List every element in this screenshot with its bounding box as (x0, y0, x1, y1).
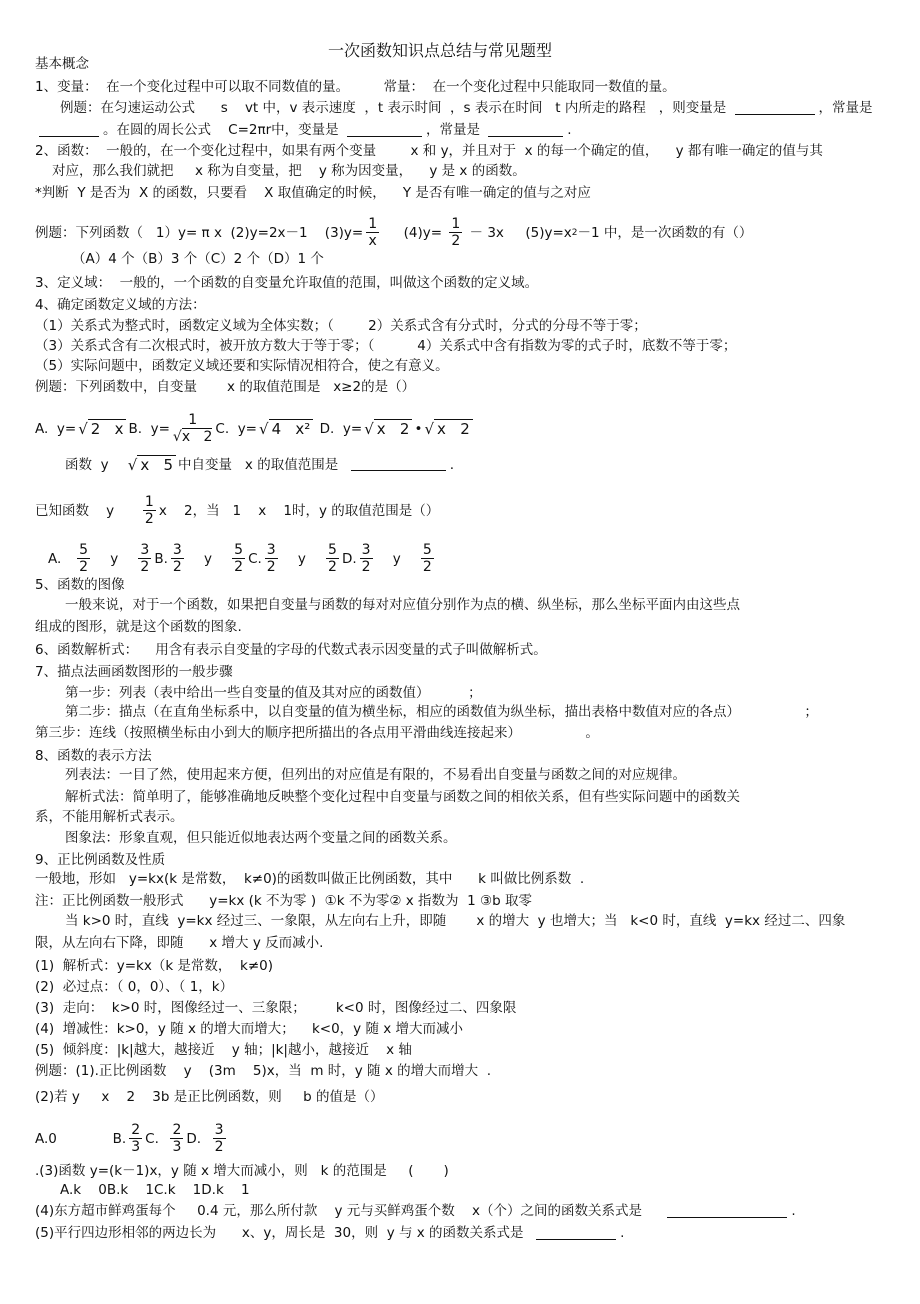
radical-sign: √ (127, 456, 138, 474)
radicand: 4 x² (269, 419, 314, 438)
text-line: 3、定义域： 一般的，一个函数的自变量允许取值的范围，叫做这个函数的定义域。 (35, 275, 539, 291)
text-line: 8、函数的表示方法 (35, 748, 152, 764)
text-run: x 2，当 1 x 1时，y 的取值范围是（） (158, 502, 440, 519)
fraction (171, 542, 184, 575)
radicand: x 5 (137, 455, 176, 474)
text-line: (3) 走向： k>0 时，图像经过一、三象限； k<0 时，图像经过二、四象限 (35, 1000, 517, 1016)
fraction (265, 542, 278, 575)
text-run: A. y= (35, 420, 77, 437)
fraction (213, 1122, 226, 1155)
text-line: 基本概念 (35, 56, 89, 72)
text-line: 7、描点法画函数图形的一般步骤 (35, 664, 233, 680)
text-run: y (93, 550, 136, 567)
square-root (128, 455, 176, 474)
radicand: x 2 (374, 419, 413, 438)
square-root (424, 419, 472, 438)
text-run: A.0 B. (35, 1130, 127, 1147)
text-line: 4、确定函数定义域的方法： (35, 297, 206, 313)
denominator: 2 (266, 559, 276, 575)
text-line: 解析式法：简单明了，能够准确地反映整个变化过程中自变量与函数之间的相依关系，但有些实际问题中的函数关 (65, 789, 740, 805)
text-line: 列表法：一目了然，使用起来方便，但列出的对应值是有限的，不易看出自变量与函数之间的对应规律。 (65, 767, 686, 783)
text-run: C. (145, 1130, 168, 1147)
numerator: 1 (368, 216, 378, 232)
square-root (78, 419, 126, 438)
fraction (129, 1122, 142, 1155)
text-run: . (791, 1203, 796, 1219)
denominator: 2 (140, 559, 150, 575)
denominator: 2 (422, 559, 432, 575)
answer-blank (351, 458, 446, 471)
numerator: 1 (188, 412, 198, 428)
radicand: x 2 (434, 419, 473, 438)
text-line: 系，不能用解析式表示。 (35, 809, 184, 825)
text-line: （5）实际问题中，函数定义域还要和实际情况相符合，使之有意义。 (35, 358, 449, 374)
text-line: *判断 Y 是否为 X 的函数，只要看 X 取值确定的时候， Y 是否有唯一确定的值与之对应 (35, 185, 591, 201)
text-line: 1、变量： 在一个变化过程中可以取不同数值的量。 常量： 在一个变化过程中只能取同一数值的量。 (35, 79, 676, 95)
text-line: 第三步：连线（按照横坐标由小到大的顺序把所描出的各点用平滑曲线连接起来） 。 (35, 725, 599, 741)
denominator: 2 (214, 1139, 224, 1155)
text-run: • (414, 420, 423, 437)
text-run: 例题：在匀速运动公式 s vt 中，v 表示速度 ，t 表示时间 ，s 表示在时间 t 内所走的路程 ，则变量是 (60, 100, 731, 116)
text-line (65, 455, 454, 474)
text-run: . (567, 122, 572, 138)
fraction (170, 1122, 183, 1155)
text-run: y (375, 550, 418, 567)
text-line: （A）4 个（B）3 个（C）2 个（D）1 个 (72, 251, 324, 267)
denominator: 3 (172, 1139, 182, 1155)
text-line: 一般来说，对于一个函数，如果把自变量与函数的每对对应值分别作为点的横、纵坐标，那么坐标平面内由这些点 (65, 597, 740, 613)
text-run: －1 中，是一次函数的有（） (577, 224, 753, 241)
square-root (259, 419, 313, 438)
text-run: B. (154, 550, 168, 567)
numerator: 1 (144, 494, 154, 510)
denominator: 2 (172, 559, 182, 575)
text-line: 例题：(1).正比例函数 y (3m 5)x，当 m 时，y 随 x 的增大而增大 . (35, 1063, 492, 1079)
text-line: 5、函数的图像 (35, 577, 125, 593)
numerator: 3 (266, 542, 276, 558)
text-run: (4)y= (382, 224, 447, 241)
answer-blank (347, 124, 422, 137)
text-run: 。在圆的周长公式 C=2πr中，变量是 (103, 122, 343, 138)
text-line: 第二步：描点（在直角坐标系中，以自变量的值为横坐标，相应的函数值为纵坐标，描出表格中数值对应的各点） ； (65, 704, 818, 720)
exponent: 2 (571, 227, 578, 238)
text-run: D. y= (315, 420, 363, 437)
numerator: 5 (328, 542, 337, 558)
text-run: C. y= (215, 420, 257, 437)
text-line: 当 k>0 时，直线 y=kx 经过三、一象限，从左向右上升，即随 x 的增大 y 也增大；当 k<0 时，直线 y=kx 经过二、四象 (65, 913, 846, 929)
text-line: 限，从左向右下降，即随 x 增大 y 反而减小. (35, 935, 324, 951)
text-run: 函数 y (65, 456, 126, 473)
fraction (366, 216, 379, 249)
text-line: 图象法：形象直观，但只能近似地表达两个变量之间的函数关系。 (65, 830, 457, 846)
text-run: 中自变量 x 的取值范围是 (178, 456, 347, 473)
text-line: 9、正比例函数及性质 (35, 852, 166, 868)
text-run: ，常量是 (425, 122, 485, 138)
text-line (48, 542, 437, 575)
text-run: B. y= (128, 420, 170, 437)
numerator: 3 (361, 542, 371, 558)
text-line: 注：正比例函数一般形式 y=kx (k 不为零 ) ①k 不为零② x 指数为 1 ③b 取零 (35, 893, 532, 909)
denominator: 2 (451, 233, 461, 249)
text-line: （3）关系式含有二次根式时，被开放方数大于等于零；（ 4）关系式中含有指数为零的式子时，底数不等于零； (35, 338, 737, 354)
text-line: 组成的图形，就是这个函数的图象. (35, 619, 242, 635)
text-line (35, 121, 572, 139)
text-run: 例题：下列函数（ 1）y= π x (2)y=2x－1 (3)y= (35, 224, 364, 241)
answer-blank (39, 124, 99, 137)
text-line (60, 99, 873, 117)
text-run: D. (341, 550, 357, 567)
text-line: 对应，那么我们就把 x 称为自变量，把 y 称为因变量， y 是 x 的函数。 (52, 163, 526, 179)
text-run: D. (186, 1130, 210, 1147)
denominator: 2 (361, 559, 371, 575)
text-run: (5)平行四边形相邻的两边长为 x、y，周长是 30，则 y 与 x 的函数关系式是 (35, 1225, 533, 1241)
numerator: 3 (214, 1122, 224, 1138)
fraction (143, 494, 156, 527)
text-run: C. (248, 550, 262, 567)
answer-blank (735, 102, 815, 115)
radical-sign: √ (424, 420, 435, 438)
answer-blank (488, 124, 563, 137)
denominator: 2 (79, 559, 89, 575)
denominator: 2 (144, 511, 154, 527)
text-line: (1) 解析式：y=kx（k 是常数， k≠0) (35, 958, 273, 974)
denominator: 2 (328, 559, 337, 575)
text-line (35, 1224, 624, 1242)
fraction (232, 542, 245, 575)
text-line (35, 412, 475, 445)
text-line: (4) 增减性：k>0，y 随 x 的增大而增大； k<0，y 随 x 增大而减小 (35, 1021, 464, 1037)
fraction (326, 542, 339, 575)
radicand: x 2 (181, 429, 213, 445)
denominator: √x 2 (172, 429, 213, 445)
numerator: 3 (172, 542, 182, 558)
radical-sign: √ (78, 420, 88, 438)
denominator: 3 (131, 1139, 141, 1155)
numerator: 3 (140, 542, 150, 558)
radicand: 2 x (88, 419, 127, 438)
fraction (449, 216, 462, 249)
text-line: (2)若 y x 2 3b 是正比例函数，则 b 的值是（） (35, 1089, 384, 1105)
text-line (35, 1122, 229, 1155)
text-run: － 3x (5)y=x (465, 224, 572, 241)
text-run: . (449, 456, 455, 473)
text-line: A.k 0B.k 1C.k 1D.k 1 (60, 1182, 250, 1198)
text-line: 例题：下列函数中，自变量 x 的取值范围是 x≥2的是（） (35, 379, 416, 395)
square-root (364, 419, 412, 438)
text-line: （1）关系式为整式时，函数定义域为全体实数；（ 2）关系式含有分式时，分式的分母不等于零； (35, 318, 647, 334)
numerator: 2 (131, 1122, 141, 1138)
radical-sign: √ (259, 420, 269, 438)
numerator: 2 (172, 1122, 182, 1138)
text-line: (5) 倾斜度：|k|越大，越接近 y 轴；|k|越小，越接近 x 轴 (35, 1042, 412, 1058)
text-line: 2、函数： 一般的，在一个变化过程中，如果有两个变量 x 和 y，并且对于 x 的每一个确定的值， y 都有唯一确定的值与其 (35, 143, 823, 159)
denominator: x (368, 233, 377, 249)
answer-blank (536, 1227, 616, 1240)
text-line: .(3)函数 y=(k－1)x，y 随 x 增大而减小，则 k 的范围是 ( ) (35, 1163, 449, 1179)
text-run: A. (48, 550, 75, 567)
denominator: 2 (234, 559, 244, 575)
numerator: 1 (451, 216, 461, 232)
text-run: (4)东方超市鲜鸡蛋每个 0.4 元，那么所付款 y 元与买鲜鸡蛋个数 x（个）之间的函数关系式是 (35, 1203, 664, 1219)
text-line (35, 1202, 796, 1220)
fraction (421, 542, 434, 575)
text-run: y (280, 550, 324, 567)
numerator: 5 (234, 542, 244, 558)
text-line: 第一步：列表（表中给出一些自变量的值及其对应的函数值） ； (65, 685, 482, 701)
text-line: (2) 必过点：（ 0，0）、（ 1，k） (35, 979, 234, 995)
document-title: 一次函数知识点总结与常见题型 (328, 41, 553, 60)
text-line: 6、函数解析式： 用含有表示自变量的字母的代数式表示因变量的式子叫做解析式。 (35, 642, 547, 658)
answer-blank (667, 1205, 787, 1218)
text-line (35, 494, 439, 527)
fraction (173, 412, 212, 445)
fraction (77, 542, 90, 575)
radical-sign: √ (364, 420, 374, 438)
numerator: 5 (79, 542, 89, 558)
text-line (35, 216, 752, 249)
text-run: . (620, 1225, 625, 1241)
text-line: 一般地，形如 y=kx(k 是常数， k≠0)的函数叫做正比例函数，其中 k 叫做比例系数 . (35, 871, 585, 887)
fraction (138, 542, 151, 575)
fraction (360, 542, 373, 575)
text-run: y (186, 550, 230, 567)
text-run: 已知函数 y (35, 502, 140, 519)
numerator: 5 (422, 542, 432, 558)
text-run: ，常量是 (818, 100, 873, 116)
